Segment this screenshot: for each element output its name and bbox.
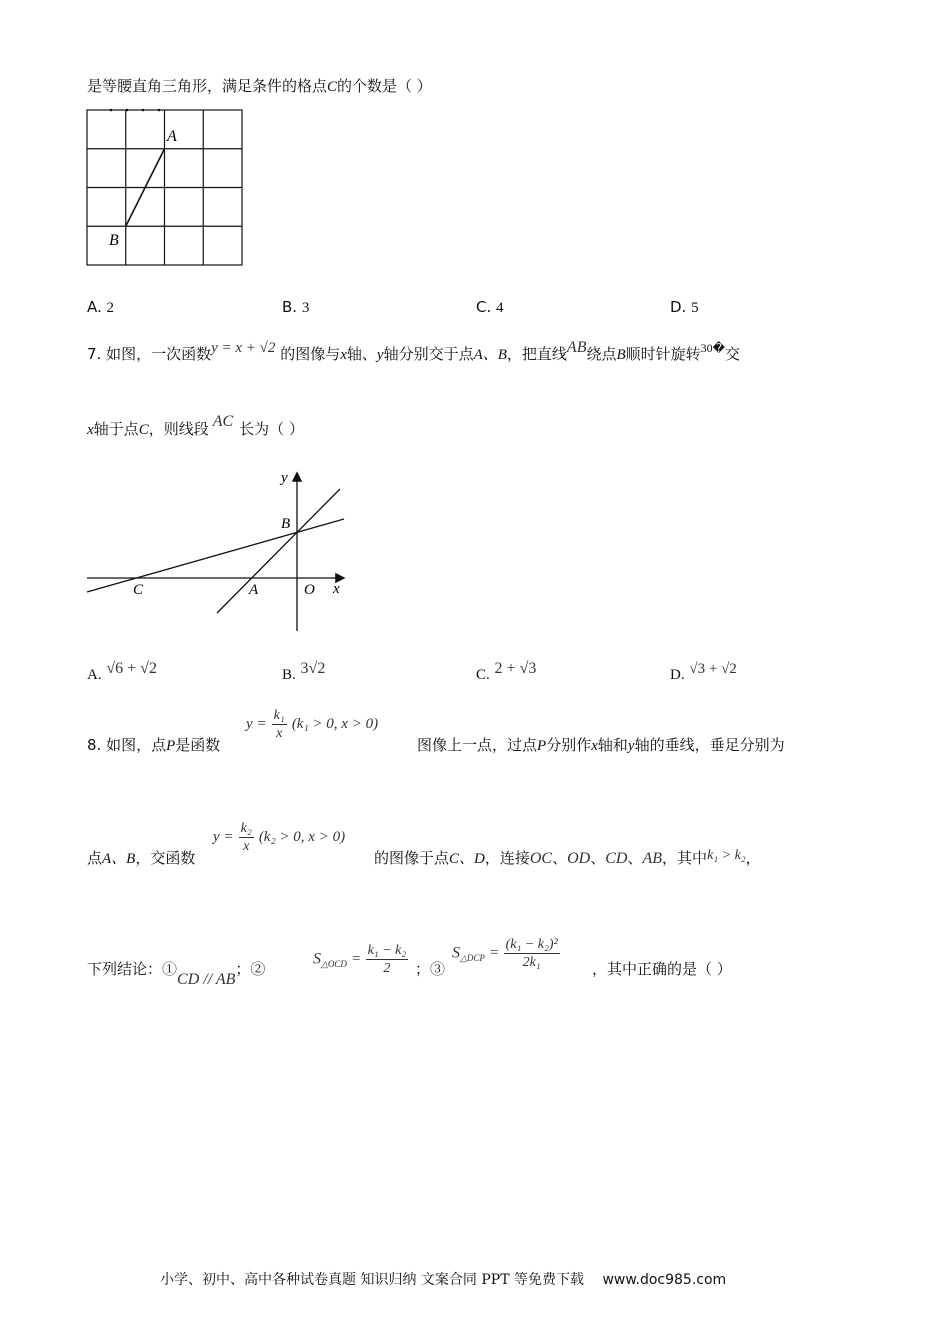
separator: 、 (627, 849, 643, 867)
q7-option-c[interactable] (476, 658, 537, 683)
graph-label-a: A (249, 582, 259, 598)
q7-point-c: C (138, 422, 149, 438)
q8-text: 轴的垂线，垂足分别为 (634, 736, 785, 754)
option-key: B. (282, 298, 298, 316)
option-value: 5 (691, 300, 699, 316)
q8-text: 是函数 (175, 736, 221, 754)
option-value: 4 (496, 300, 504, 316)
q8-conclusion-2 (313, 942, 408, 992)
q8-var-x: x (591, 738, 598, 754)
q8-text: 如图，点 (106, 736, 167, 754)
q6-stem-line (87, 76, 432, 97)
q7-point-b: B (616, 347, 626, 363)
q8-stem-line2b (374, 848, 761, 870)
fraction-denominator: x (243, 839, 250, 854)
q8-condition: k₁ > k₂ (707, 848, 746, 863)
q7-var-y: y (376, 347, 384, 363)
formula-fraction (504, 936, 560, 971)
q7-text: 长为（ ） (239, 420, 304, 438)
q8-function-1 (246, 707, 378, 757)
q6-option-a[interactable] (87, 297, 114, 318)
option-value: √3 + √2 (689, 661, 737, 677)
q8-text: 轴和 (597, 736, 628, 754)
q7-text: ，则线段 (148, 420, 209, 438)
q8-stem-line2a (87, 848, 195, 869)
q7-coordinate-graph (85, 466, 355, 636)
q6-stem-text: 是等腰直角三角形，满足条件的格点 (87, 77, 328, 95)
q8-segment-oc: OC (529, 850, 553, 867)
q7-text: 如图，一次函数 (106, 345, 212, 363)
fraction-numerator: k₁ − k₂ (367, 943, 407, 958)
equals-sign: = (352, 951, 361, 967)
fraction-numerator: (k₁ − k₂)² (505, 937, 558, 952)
formula-fraction (366, 942, 409, 977)
q8-text: 下列结论：① (87, 960, 178, 978)
q8-text: 分别作 (546, 736, 592, 754)
q7-option-b[interactable] (282, 658, 326, 683)
q7-text: 轴于点 (93, 420, 139, 438)
q8-text: ，连接 (484, 849, 530, 867)
q8-text: ；② (235, 960, 266, 978)
q8-stem-line3b (415, 959, 445, 979)
grid-label-b: B (109, 232, 119, 249)
fraction-denominator: 2k₁ (522, 955, 541, 970)
q7-stem-line1 (87, 339, 740, 365)
area-symbol: S (452, 944, 460, 962)
emphasis-dots (108, 97, 168, 101)
option-value: √6 + √2 (106, 660, 157, 677)
q6-option-b[interactable] (282, 297, 309, 318)
graph-label-b: B (281, 516, 291, 532)
formula-condition: (k₂ > 0, x > 0) (258, 829, 346, 845)
q7-option-a[interactable] (87, 658, 157, 683)
q6-stem-end: 的个数是（ ） (337, 77, 432, 95)
q7-text: 轴分别交于点 (383, 345, 474, 363)
q8-segment-ab: AB (642, 850, 663, 867)
option-value: 2 (106, 300, 115, 316)
option-key: A. (87, 667, 102, 683)
area-subscript: △OCD (321, 959, 347, 969)
footer-url[interactable]: www.doc985.com (602, 1272, 727, 1288)
footer-text: 小学、初中、高中各种试卷真题 知识归纳 文案合同 PPT 等免费下载 (160, 1272, 584, 1288)
graph-label-o: O (304, 582, 315, 598)
q7-var-x: x (87, 422, 94, 438)
fraction-numerator: k₂ (240, 821, 252, 836)
q7-text: 绕点 (586, 345, 617, 363)
q6-option-c[interactable] (476, 297, 504, 318)
q8-stem-line3c (592, 959, 732, 979)
q8-segment-od: OD (567, 850, 591, 867)
option-key: C. (476, 298, 492, 316)
area-symbol: S (313, 950, 321, 968)
q8-points: C、D (449, 851, 485, 867)
fraction-denominator: 2 (383, 961, 391, 976)
grid-label-a: A (167, 128, 177, 145)
q7-text: 交 (724, 345, 740, 363)
area-subscript: △DCP (460, 953, 485, 963)
q7-text: 轴、 (346, 345, 377, 363)
q6-option-d[interactable] (670, 297, 699, 318)
fraction-denominator: x (276, 726, 283, 741)
q6-grid-figure (85, 108, 245, 268)
q7-angle: 30� (700, 341, 725, 355)
q6-point-c: C (327, 79, 338, 95)
fraction-numerator: k₁ (273, 708, 285, 723)
option-key: A. (87, 298, 102, 316)
formula-fraction (272, 707, 287, 742)
formula-lhs: y = (213, 829, 234, 845)
graph-label-x: x (333, 581, 340, 597)
q8-text: ，其中正确的是（ ） (592, 960, 732, 978)
formula-fraction (239, 820, 254, 855)
footer (160, 1270, 726, 1290)
option-value: 3√2 (300, 660, 326, 677)
separator: 、 (552, 849, 568, 867)
q8-text: ；③ (415, 960, 446, 978)
formula-lhs: y = (246, 716, 267, 732)
equals-sign: = (490, 945, 499, 961)
separator: 、 (590, 849, 606, 867)
q7-points: A、B (473, 347, 507, 363)
q7-text: 顺时针旋转 (625, 345, 701, 363)
q8-text: 图像上一点，过点 (417, 736, 538, 754)
option-key: B. (282, 667, 296, 683)
q8-conclusion-1: CD // AB (177, 971, 236, 988)
graph-label-c: C (133, 582, 144, 598)
q8-function-2 (213, 820, 345, 870)
option-value: 2 + √3 (494, 660, 537, 677)
option-value: 3 (301, 300, 310, 316)
q7-text: ，把直线 (506, 345, 567, 363)
q7-var-x: x (340, 347, 347, 363)
q8-number: 8. (87, 736, 102, 754)
q7-text: 的图像与 (280, 345, 341, 363)
q7-stem-line2 (87, 413, 304, 440)
option-key: D. (670, 667, 685, 683)
q8-stem-line3a (87, 959, 266, 988)
graph-label-y: y (281, 470, 288, 486)
q7-line-ab: AB (566, 339, 587, 356)
q7-segment-ac: AC (212, 413, 234, 430)
q8-text: 点 (87, 849, 103, 867)
q8-text: ，交函数 (135, 849, 196, 867)
q8-text: ，其中 (662, 849, 708, 867)
q8-conclusion-3 (452, 936, 560, 992)
q7-number: 7. (87, 345, 102, 363)
q8-text: 的图像于点 (374, 849, 450, 867)
q8-stem-line1 (87, 735, 220, 756)
q8-point-p: P (537, 738, 547, 754)
q8-var-y: y (627, 738, 635, 754)
formula-condition: (k₁ > 0, x > 0) (291, 716, 379, 732)
q8-point-p: P (166, 738, 176, 754)
q8-points: A、B (102, 851, 136, 867)
q7-option-d[interactable] (670, 658, 737, 683)
option-key: D. (670, 298, 687, 316)
option-key: C. (476, 667, 490, 683)
q8-segment-cd: CD (605, 850, 628, 867)
q8-text: ， (745, 849, 761, 867)
q8-stem-line1b (417, 735, 785, 756)
q7-formula: y = x + √2 (211, 340, 276, 356)
